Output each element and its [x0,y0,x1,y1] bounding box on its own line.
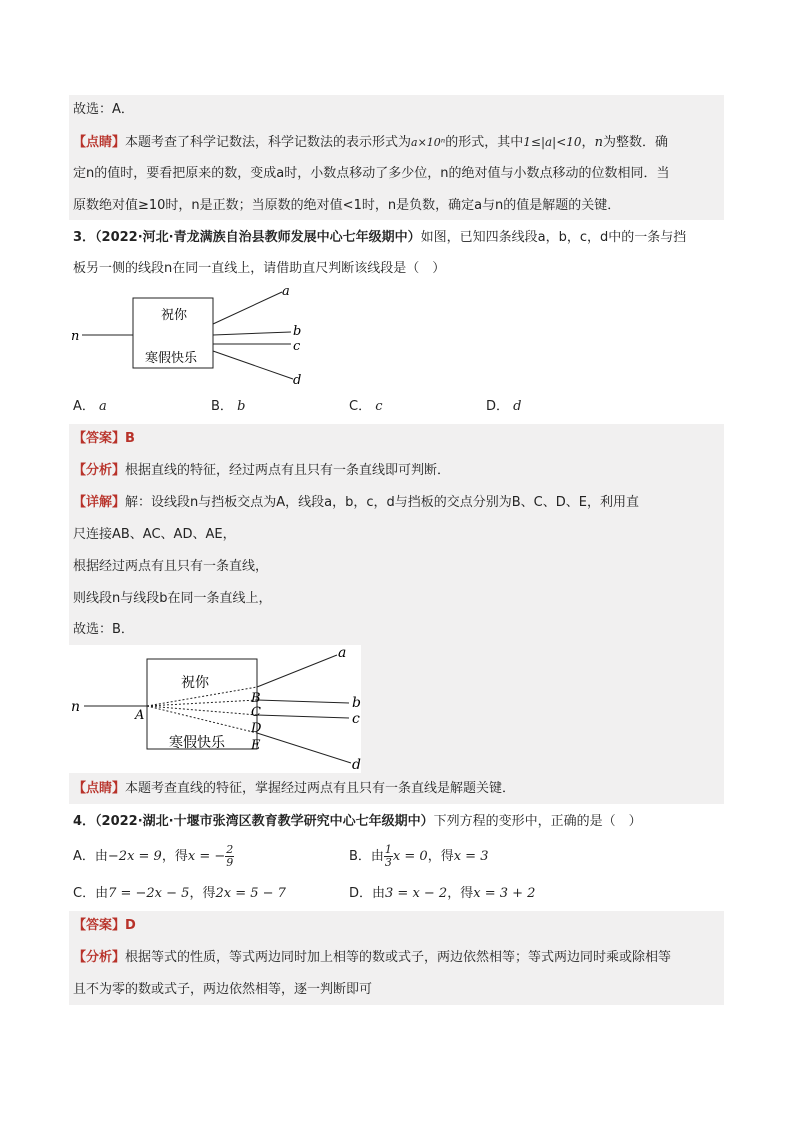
q2-comment-line-1: 【点睛】本题考查了科学记数法，科学记数法的表示形式为a×10ⁿ的形式，其中1≤|a|<10，n为整数．确 [73,135,668,150]
option-c[interactable]: C．由7 = −2x − 5，得2x = 5 − 7 [73,886,286,901]
label-C: C [251,705,261,720]
q4-stem: 4．（2022·湖北·十堰市张湾区教育教学研究中心七年级期中）下列方程的变形中，正确的是（ ） [73,814,642,829]
board-text-bottom: 寒假快乐 [145,351,198,366]
board-text-bottom: 寒假快乐 [169,735,225,751]
q3-detail-line-1: 【详解】解：设线段n与挡板交点为A，线段a，b，c，d与挡板的交点分别为B、C、D、E，利用直 [73,495,639,510]
q2-answer-line: 故选：A． [73,102,134,117]
q3-figure-board [69,282,314,392]
formula: a×10ⁿ [411,136,446,149]
q3-stem-line-2: 板另一侧的线段n在同一直线上，请借助直尺判断该线段是（ ） [73,261,446,276]
q3-analysis: 【分析】根据直线的特征，经过两点有且只有一条直线即可判断． [73,463,451,478]
label-a: a [282,284,290,299]
label-n: n [71,699,81,715]
question-source: （2022·河北·青龙满族自治县教师发展中心七年级期中） [95,230,421,245]
board-text-top: 祝你 [181,675,209,691]
label-E: E [251,738,261,753]
label-B: B [251,691,261,706]
option-d[interactable]: D． d [486,399,522,414]
label-D: D [251,721,262,736]
option-a[interactable]: A．由−2x = 9，得x = − $\frac{2}{9}$ [73,843,234,869]
range-expression: 1≤|a|<10 [523,135,582,149]
q3-stem-line-1: 3．（2022·河北·青龙满族自治县教师发展中心七年级期中）如图，已知四条线段a，b，c，d中的一条与挡 [73,230,687,245]
comment-tag: 【点睛】 [73,135,126,150]
question-number: 3． [73,230,96,245]
label-d: d [352,757,361,773]
fraction: $\frac{2}{9}$ [226,843,234,869]
label-A: A [135,708,145,723]
board-text-top: 祝你 [161,308,188,323]
label-c: c [352,711,360,727]
q2-comment-line-3: 原数绝对值≥10时，n是正数；当原数的绝对值<1时，n是负数，确定a与n的值是解题的关键． [73,198,621,213]
label-b: b [352,695,361,711]
q2-comment-line-2: 定n的值时，要看把原来的数，变成a时，小数点移动了多少位，n的绝对值与小数点移动的位数相同．当 [73,166,670,181]
option-c[interactable]: C． c [349,399,383,414]
q3-figure-solution [69,645,361,773]
q3-answer: 【答案】B [73,431,135,446]
fraction: $\frac{1}{3}$ [384,843,392,869]
q4-analysis-line-2: 且不为零的数或式子，两边依然相等，逐一判断即可 [73,982,373,997]
q3-detail-line-2: 尺连接AB、AC、AD、AE， [73,527,236,542]
option-a[interactable]: A． a [73,399,107,414]
q3-detail-line-4: 则线段n与线段b在同一条直线上， [73,591,272,606]
q4-analysis-line-1: 【分析】根据等式的性质，等式两边同时加上相等的数或式子，两边依然相等；等式两边同时乘或除相等 [73,950,672,965]
label-b: b [293,324,302,339]
question-source: （2022·湖北·十堰市张湾区教育教学研究中心七年级期中） [95,814,434,829]
label-d: d [293,373,302,388]
label-a: a [338,645,347,661]
q4-answer: 【答案】D [73,918,136,933]
option-d[interactable]: D．由3 = x − 2，得x = 3 + 2 [349,886,536,901]
q3-options [73,397,723,417]
question-number: 4． [73,814,96,829]
label-n: n [71,329,80,344]
q3-comment: 【点睛】本题考查直线的特征，掌握经过两点有且只有一条直线是解题关键． [73,781,516,796]
option-b[interactable]: B． b [211,399,246,414]
q3-detail-line-5: 故选：B． [73,622,134,637]
q3-detail-line-3: 根据经过两点有且只有一条直线， [73,559,269,574]
option-b[interactable]: B．由 $\frac{1}{3}$ x = 0，得x = 3 [349,843,489,869]
label-c: c [293,339,301,354]
